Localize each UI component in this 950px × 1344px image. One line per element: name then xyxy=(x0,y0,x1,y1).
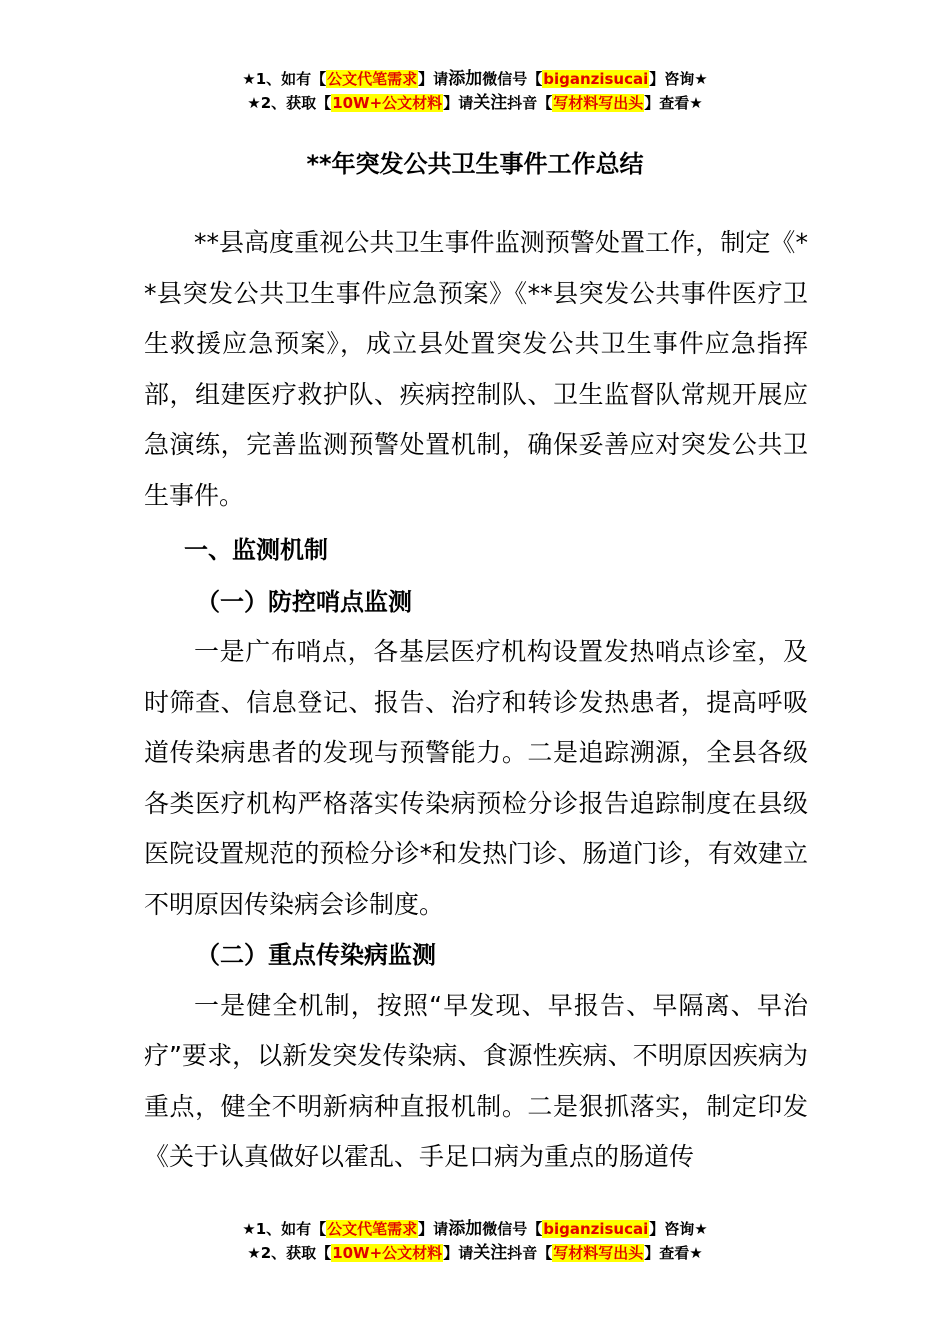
document-body xyxy=(144,218,808,1183)
promo-emphasis: 添加 xyxy=(448,1219,483,1239)
intro-paragraph: **县高度重视公共卫生事件监测预警处置工作，制定《**县突发公共卫生事件应急预案》《**县突发公共事件医疗卫生救援应急预案》，成立县处置突发公共卫生事件应急指挥部，组建医疗救护队、疾病控制队、卫生监督队常规开展应急演练，完善监测预警处置机制，确保妥善应对突发公共卫生事件。 xyxy=(144,228,808,510)
promo-footer xyxy=(0,1217,950,1265)
promo-highlight-douyin-id: 写材料写出头 xyxy=(553,1244,644,1262)
promo-text: 】请 xyxy=(418,70,449,88)
promo-text: ★2、获取【 xyxy=(247,1244,332,1262)
subsection-heading: （二）重点传染病监测 xyxy=(196,941,436,969)
promo-highlight: 公文代笔需求 xyxy=(327,1220,418,1238)
promo-text: 】咨询★ xyxy=(649,70,708,88)
subsection-heading: （一）防控哨点监测 xyxy=(196,587,412,616)
promo-emphasis: 关注 xyxy=(473,1243,508,1263)
promo-line-1 xyxy=(0,67,950,91)
promo-highlight: 10W+公文材料 xyxy=(332,1244,443,1262)
section-heading: 一、监测机制 xyxy=(184,536,328,564)
promo-text: 抖音【 xyxy=(507,1244,553,1262)
promo-text: 】请 xyxy=(418,1220,449,1238)
promo-text: 】咨询★ xyxy=(649,1220,708,1238)
promo-highlight-wechat-id: biganzisucai xyxy=(543,70,649,88)
promo-text: 】查看★ xyxy=(644,1244,703,1262)
promo-highlight-douyin-id: 写材料写出头 xyxy=(553,94,644,112)
promo-highlight-wechat-id: biganzisucai xyxy=(543,1220,649,1238)
promo-text: 】查看★ xyxy=(644,94,703,112)
body-paragraph: 一是健全机制，按照“早发现、早报告、早隔离、早治疗”要求，以新发突发传染病、食源性疾病、不明原因疾病为重点，健全不明新病种直报机制。二是狠抓落实，制定印发《关于认真做好以霍乱、手足口病为重点的肠道传 xyxy=(144,990,808,1171)
promo-text: ★1、如有【 xyxy=(242,1220,327,1238)
promo-line-2 xyxy=(0,91,950,115)
promo-highlight: 10W+公文材料 xyxy=(332,94,443,112)
promo-line-2 xyxy=(0,1241,950,1265)
promo-emphasis: 关注 xyxy=(473,93,508,113)
promo-header xyxy=(0,67,950,115)
promo-emphasis: 添加 xyxy=(448,69,483,89)
promo-text: 】请 xyxy=(443,94,474,112)
promo-text: ★2、获取【 xyxy=(247,94,332,112)
promo-text: 抖音【 xyxy=(507,94,553,112)
document-title: **年突发公共卫生事件工作总结 xyxy=(306,150,644,178)
promo-text: 】请 xyxy=(443,1244,474,1262)
promo-text: 微信号【 xyxy=(482,70,543,88)
promo-highlight: 公文代笔需求 xyxy=(327,70,418,88)
promo-text: 微信号【 xyxy=(482,1220,543,1238)
promo-line-1 xyxy=(0,1217,950,1241)
promo-text: ★1、如有【 xyxy=(242,70,327,88)
body-paragraph: 一是广布哨点，各基层医疗机构设置发热哨点诊室，及时筛查、信息登记、报告、治疗和转诊发热患者，提高呼吸道传染病患者的发现与预警能力。二是追踪溯源，全县各级各类医疗机构严格落实传染病预检分诊报告追踪制度在县级医院设置规范的预检分诊*和发热门诊、肠道门诊，有效建立不明原因传染病会诊制度。 xyxy=(144,637,808,919)
